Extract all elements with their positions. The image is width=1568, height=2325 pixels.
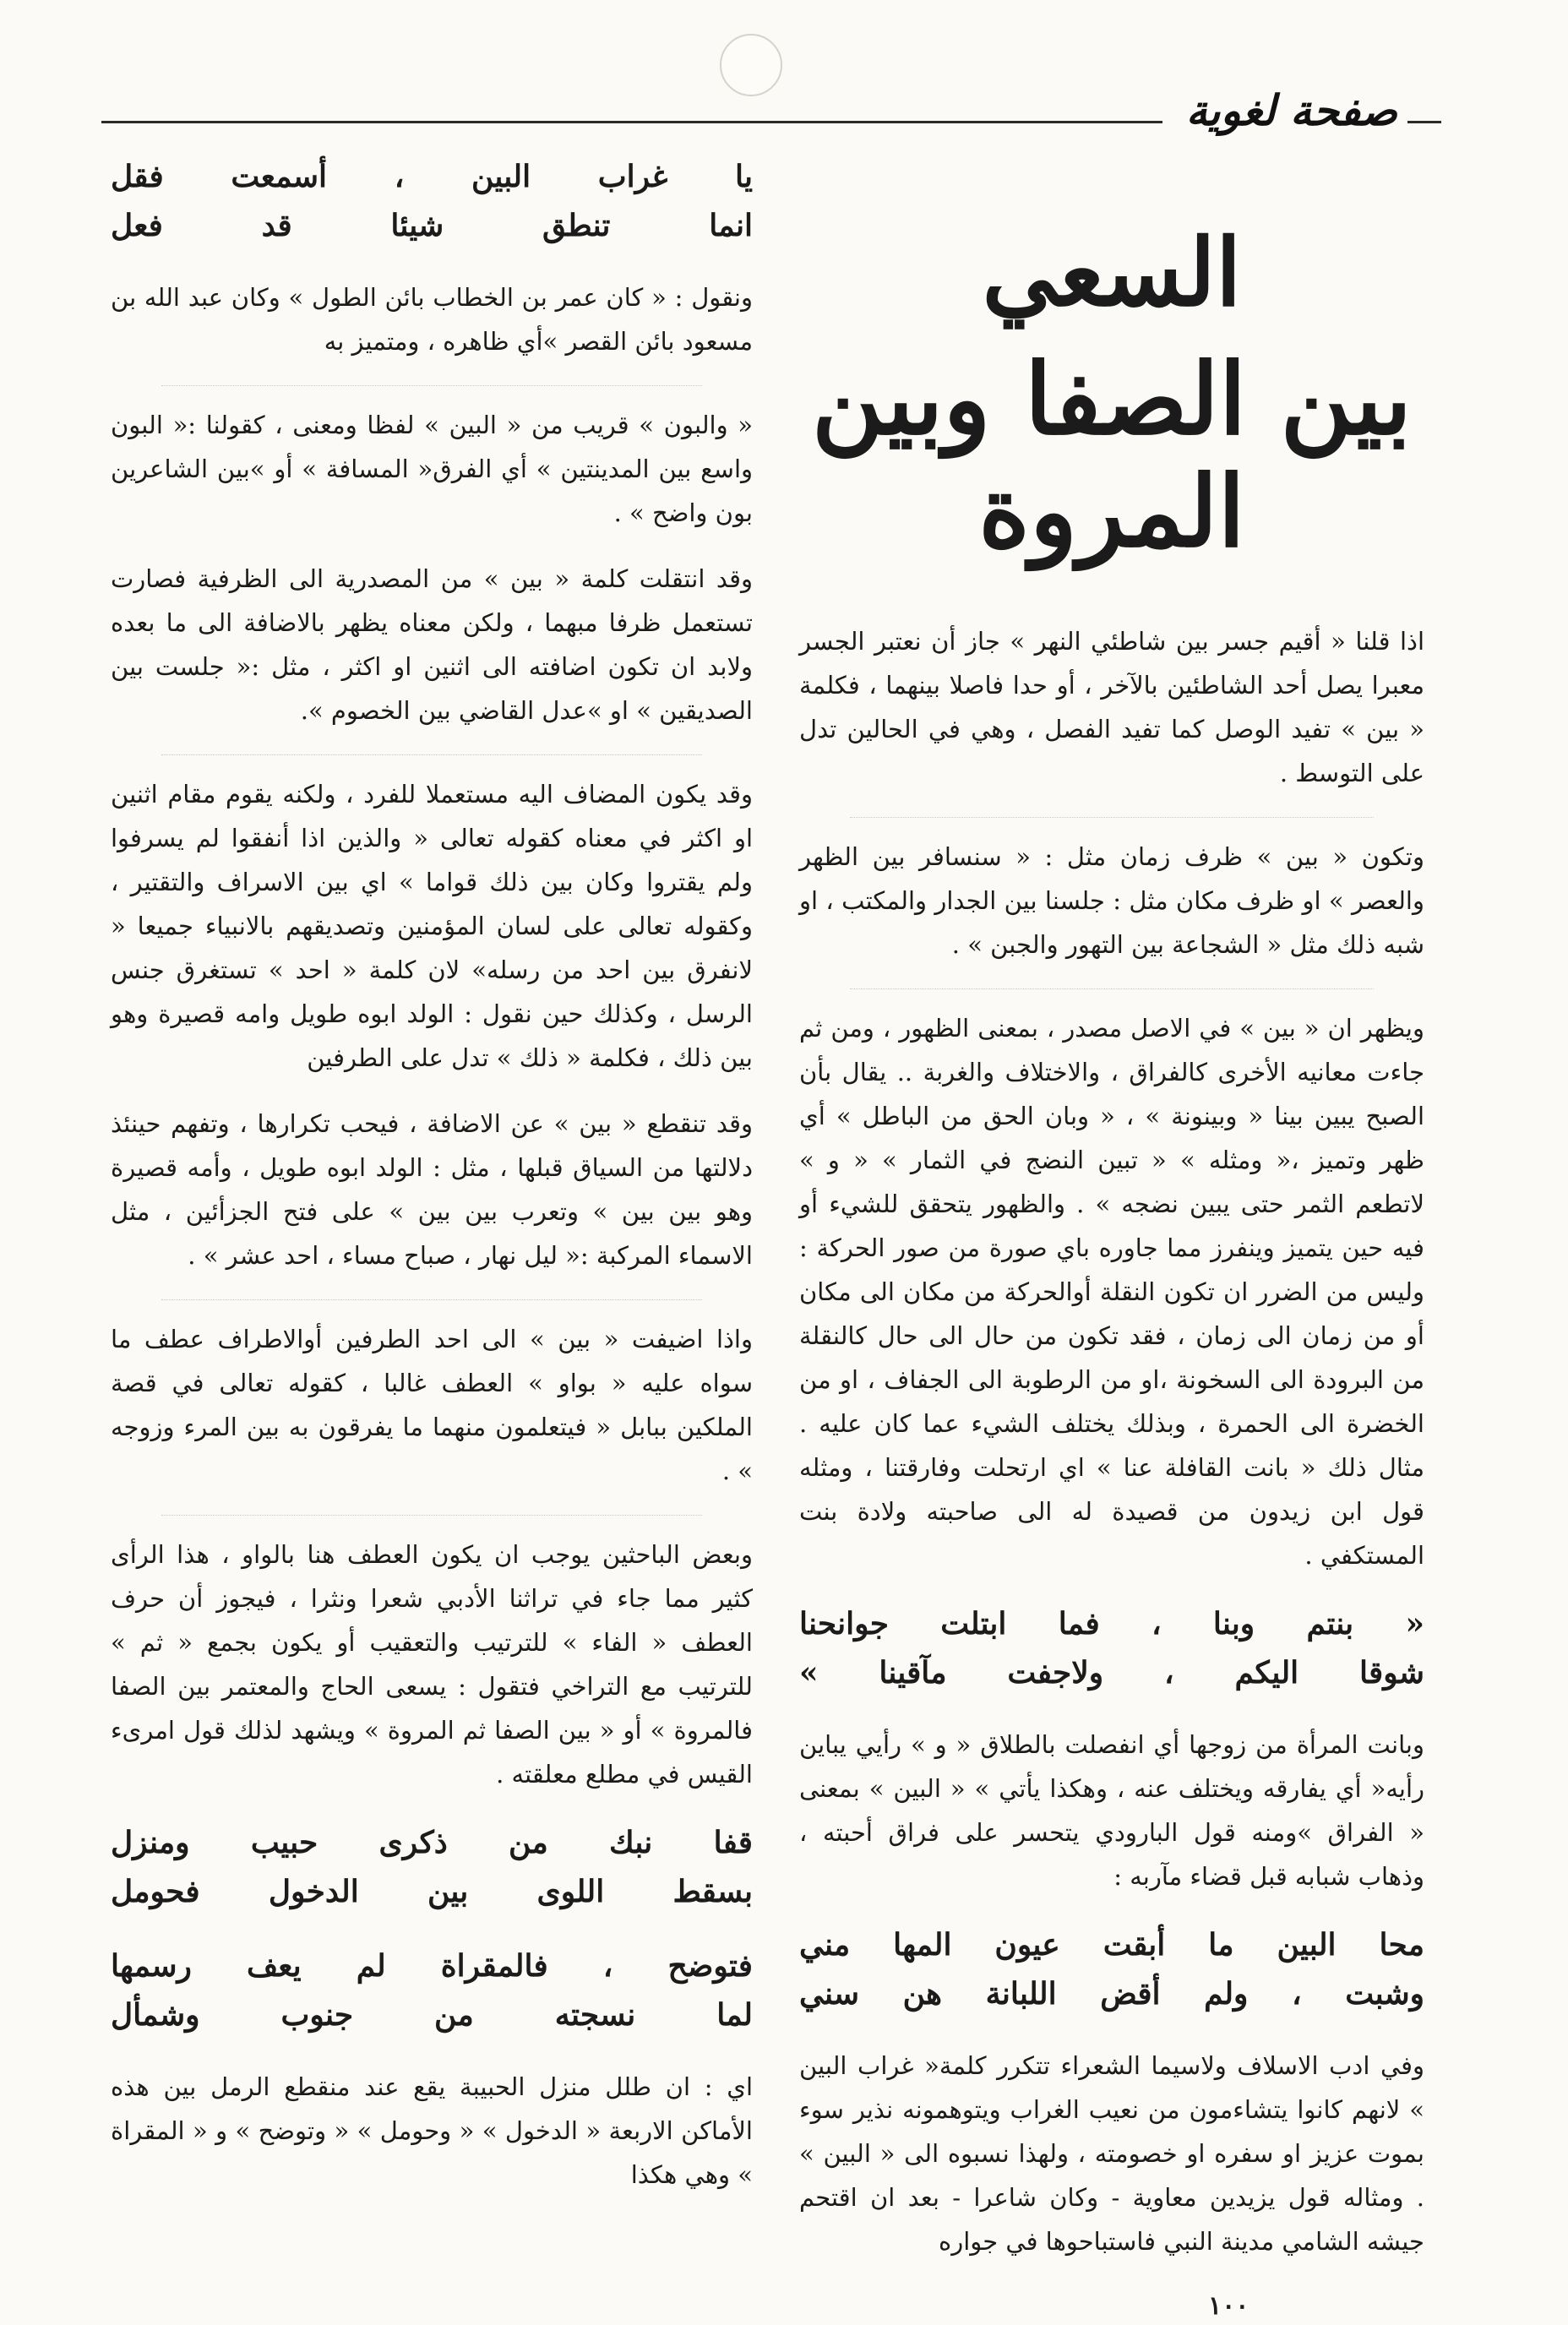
verse-line: انما تنطق شيئا قد فعل <box>111 208 753 243</box>
page-header <box>101 80 1441 139</box>
verse-block <box>111 1941 753 2039</box>
paragraph: وبعض الباحثين يوجب ان يكون العطف هنا بالواو ، هذا الرأى كثير مما جاء في تراثنا الأدبي شعرا ونثرا ، فيجوز أن حرف العطف « الفاء » للترتيب والتعقيب أو يكون بجمع « ثم » للترتيب مع التراخي فتقول : يسعى الحاج والمعتمر بين الصفا فالمروة » أو « بين الصفا ثم المروة » ويشهد لذلك قول امرىء القيس في مطلع معلقته . <box>111 1540 753 1789</box>
divider <box>850 817 1374 818</box>
verse-block <box>111 1818 753 1916</box>
verse-line: لما نسجته من جنوب وشمأل <box>111 1997 753 2033</box>
verse-block <box>111 152 753 250</box>
verse-block <box>799 1599 1424 1697</box>
article-title-block <box>799 220 1424 569</box>
paragraph: وقد تنقطع « بين » عن الاضافة ، فيحب تكرارها ، وتفهم حينئذ دلالتها من السياق قبلها ، مثل : الولد ابوه طويل ، وأمه قصيرة وهو بين بين » وتعرب بين بين » على فتح الجزأئين ، مثل الاسماء المركبة :« ليل نهار ، صباح مساء ، احد عشر » . <box>111 1109 753 1270</box>
left-column <box>111 152 753 2219</box>
verse-line: شوقا اليكم ، ولاجفت مآقينا » <box>799 1655 1424 1691</box>
paragraph: « والبون » قريب من « البين » لفظا ومعنى ، كقولنا :« البون واسع بين المدينتين » أي الفرق« المسافة » أو »بين الشاعرين بون واضح » . <box>111 411 753 527</box>
paragraph: وتكون « بين » ظرف زمان مثل : « سنسافر بين الظهر والعصر » او ظرف مكان مثل : جلسنا بين الجدار والمكتب ، او شبه ذلك مثل « الشجاعة بين التهور والجبن » . <box>799 842 1424 960</box>
paragraph: ونقول : « كان عمر بن الخطاب بائن الطول » وكان عبد الله بن مسعود بائن القصر »أي ظاهره ، ومتميز به <box>111 283 753 356</box>
verse-line: قفا نبك من ذكرى حبيب ومنزل <box>111 1825 753 1860</box>
section-label: صفحة لغوية <box>1185 85 1397 135</box>
divider <box>161 1299 702 1300</box>
verse-line: بسقط اللوى بين الدخول فحومل <box>111 1874 753 1909</box>
verse-block <box>799 1920 1424 2018</box>
paragraph: اذا قلنا « أقيم جسر بين شاطئي النهر » جاز أن نعتبر الجسر معبرا يصل أحد الشاطئين بالآخر ، أو حدا فاصلا بينهما ، فكلمة « بين » تفيد الوصل كما تفيد الفصل ، وهي في الحالين تدل على التوسط . <box>799 627 1424 788</box>
right-column <box>799 161 1424 2285</box>
paragraph: وبانت المرأة من زوجها أي انفصلت بالطلاق « و » رأيي يباين رأيه« أي يفارقه ويختلف عنه ، وهكذا يأتي » « البين » بمعنى « الفراق »ومنه قول البارودي يتحسر على فراق أحبته ، وذهاب شبابه قبل قضاء مآربه : <box>799 1730 1424 1892</box>
divider <box>161 385 702 386</box>
verse-line: محا البين ما أبقت عيون المها مني <box>799 1927 1424 1963</box>
verse-line: يا غراب البين ، أسمعت فقل <box>111 159 753 194</box>
divider <box>161 1515 702 1516</box>
article-title: السعي <box>982 218 1242 327</box>
verse-line: فتوضح ، فالمقراة لم يعف رسمها <box>111 1948 753 1984</box>
paragraph: اي : ان طلل منزل الحبيبة يقع عند منقطع الرمل بين هذه الأماكن الاربعة « الدخول » « وحومل » « وتوضح » و « المقراة » وهي هكذا <box>111 2072 753 2189</box>
divider <box>850 988 1374 989</box>
paragraph: وقد يكون المضاف اليه مستعملا للفرد ، ولكنه يقوم مقام اثنين او اكثر في معناه كقوله تعالى « والذين اذا أنفقوا لم يسرفوا ولم يقتروا وكان بين ذلك قواما » اي بين الاسراف والتقتير ، وكقوله تعالى على لسان المؤمنين وتصديقهم بالانبياء جميعا « لانفرق بين احد من رسله» لان كلمة « احد » تستغرق جنس الرسل ، وكذلك حين نقول : الولد ابوه طويل وامه قصيرة وهو بين ذلك ، فكلمة « ذلك » تدل على الطرفين <box>111 780 754 1072</box>
verse-line: وشبت ، ولم أقض اللبانة هن سني <box>799 1976 1424 2012</box>
paragraph: واذا اضيفت « بين » الى احد الطرفين أوالاطراف عطف ما سواه عليه « بواو » العطف غالبا ، كقوله تعالى في قصة الملكين ببابل « فيتعلمون منهما ما يفرقون به بين المرء وزوجه » . <box>111 1325 753 1485</box>
page-number: ١٠٠ <box>1208 2291 1250 2321</box>
paragraph: وفي ادب الاسلاف ولاسيما الشعراء تتكرر كلمة« غراب البين » لانهم كانوا يتشاءمون من نعيب الغراب ويتوهمونه نذير سوء بموت عزيز او سفره او خصومته ، ولهذا نسبوه الى « البين » . ومثاله قول يزيدين معاوية - وكان شاعرا - بعد ان اقتحم جيشه الشامي مدينة النبي فاستباحوها في جواره <box>799 2051 1424 2257</box>
paragraph: وقد انتقلت كلمة « بين » من المصدرية الى الظرفية فصارت تستعمل ظرفا مبهما ، ولكن معناه يظهر بالاضافة الى ما بعده ولابد ان تكون اضافته الى اثنين او اكثر ، مثل :« جلست بين الصديقين » او »عدل القاضي بين الخصوم ». <box>111 564 753 725</box>
paragraph: ويظهر ان « بين » في الاصل مصدر ، بمعنى الظهور ، ومن ثم جاءت معانيه الأخرى كالفراق ، والاختلاف والغربة .. يقال بأن الصبح يبين بينا « وبينونة » ، « وبان الحق من الباطل » أي ظهر وتميز ،« ومثله » « تبين النضج في الثمار » « و » لاتطعم الثمر حتى يبين نضجه » . والظهور يتحقق للشيء أو فيه حين يتميز وينفرز مما جاوره باي صورة من صور الحركة : وليس من الضرر ان تكون النقلة أوالحركة من مكان الى مكان أو من زمان الى زمان ، فقد تكون من حال الى حال كالنقلة من البرودة الى السخونة ،او من الرطوبة الى الجفاف ، او من الخضرة الى الحمرة ، وبذلك يختلف الشيء عما كان عليه . مثال ذلك « بانت القافلة عنا » اي ارتحلت وفارقتنا ، ومثله قول ابن زيدون من قصيدة له الى صاحبته ولادة بنت المستكفي . <box>799 1014 1424 1571</box>
header-rule-tail <box>1407 121 1441 123</box>
verse-line: « بنتم وبنا ، فما ابتلت جوانحنا <box>799 1606 1424 1642</box>
article-subtitle: بين الصفا وبين المروة <box>811 341 1413 569</box>
header-rule <box>101 121 1162 123</box>
divider <box>161 754 702 755</box>
